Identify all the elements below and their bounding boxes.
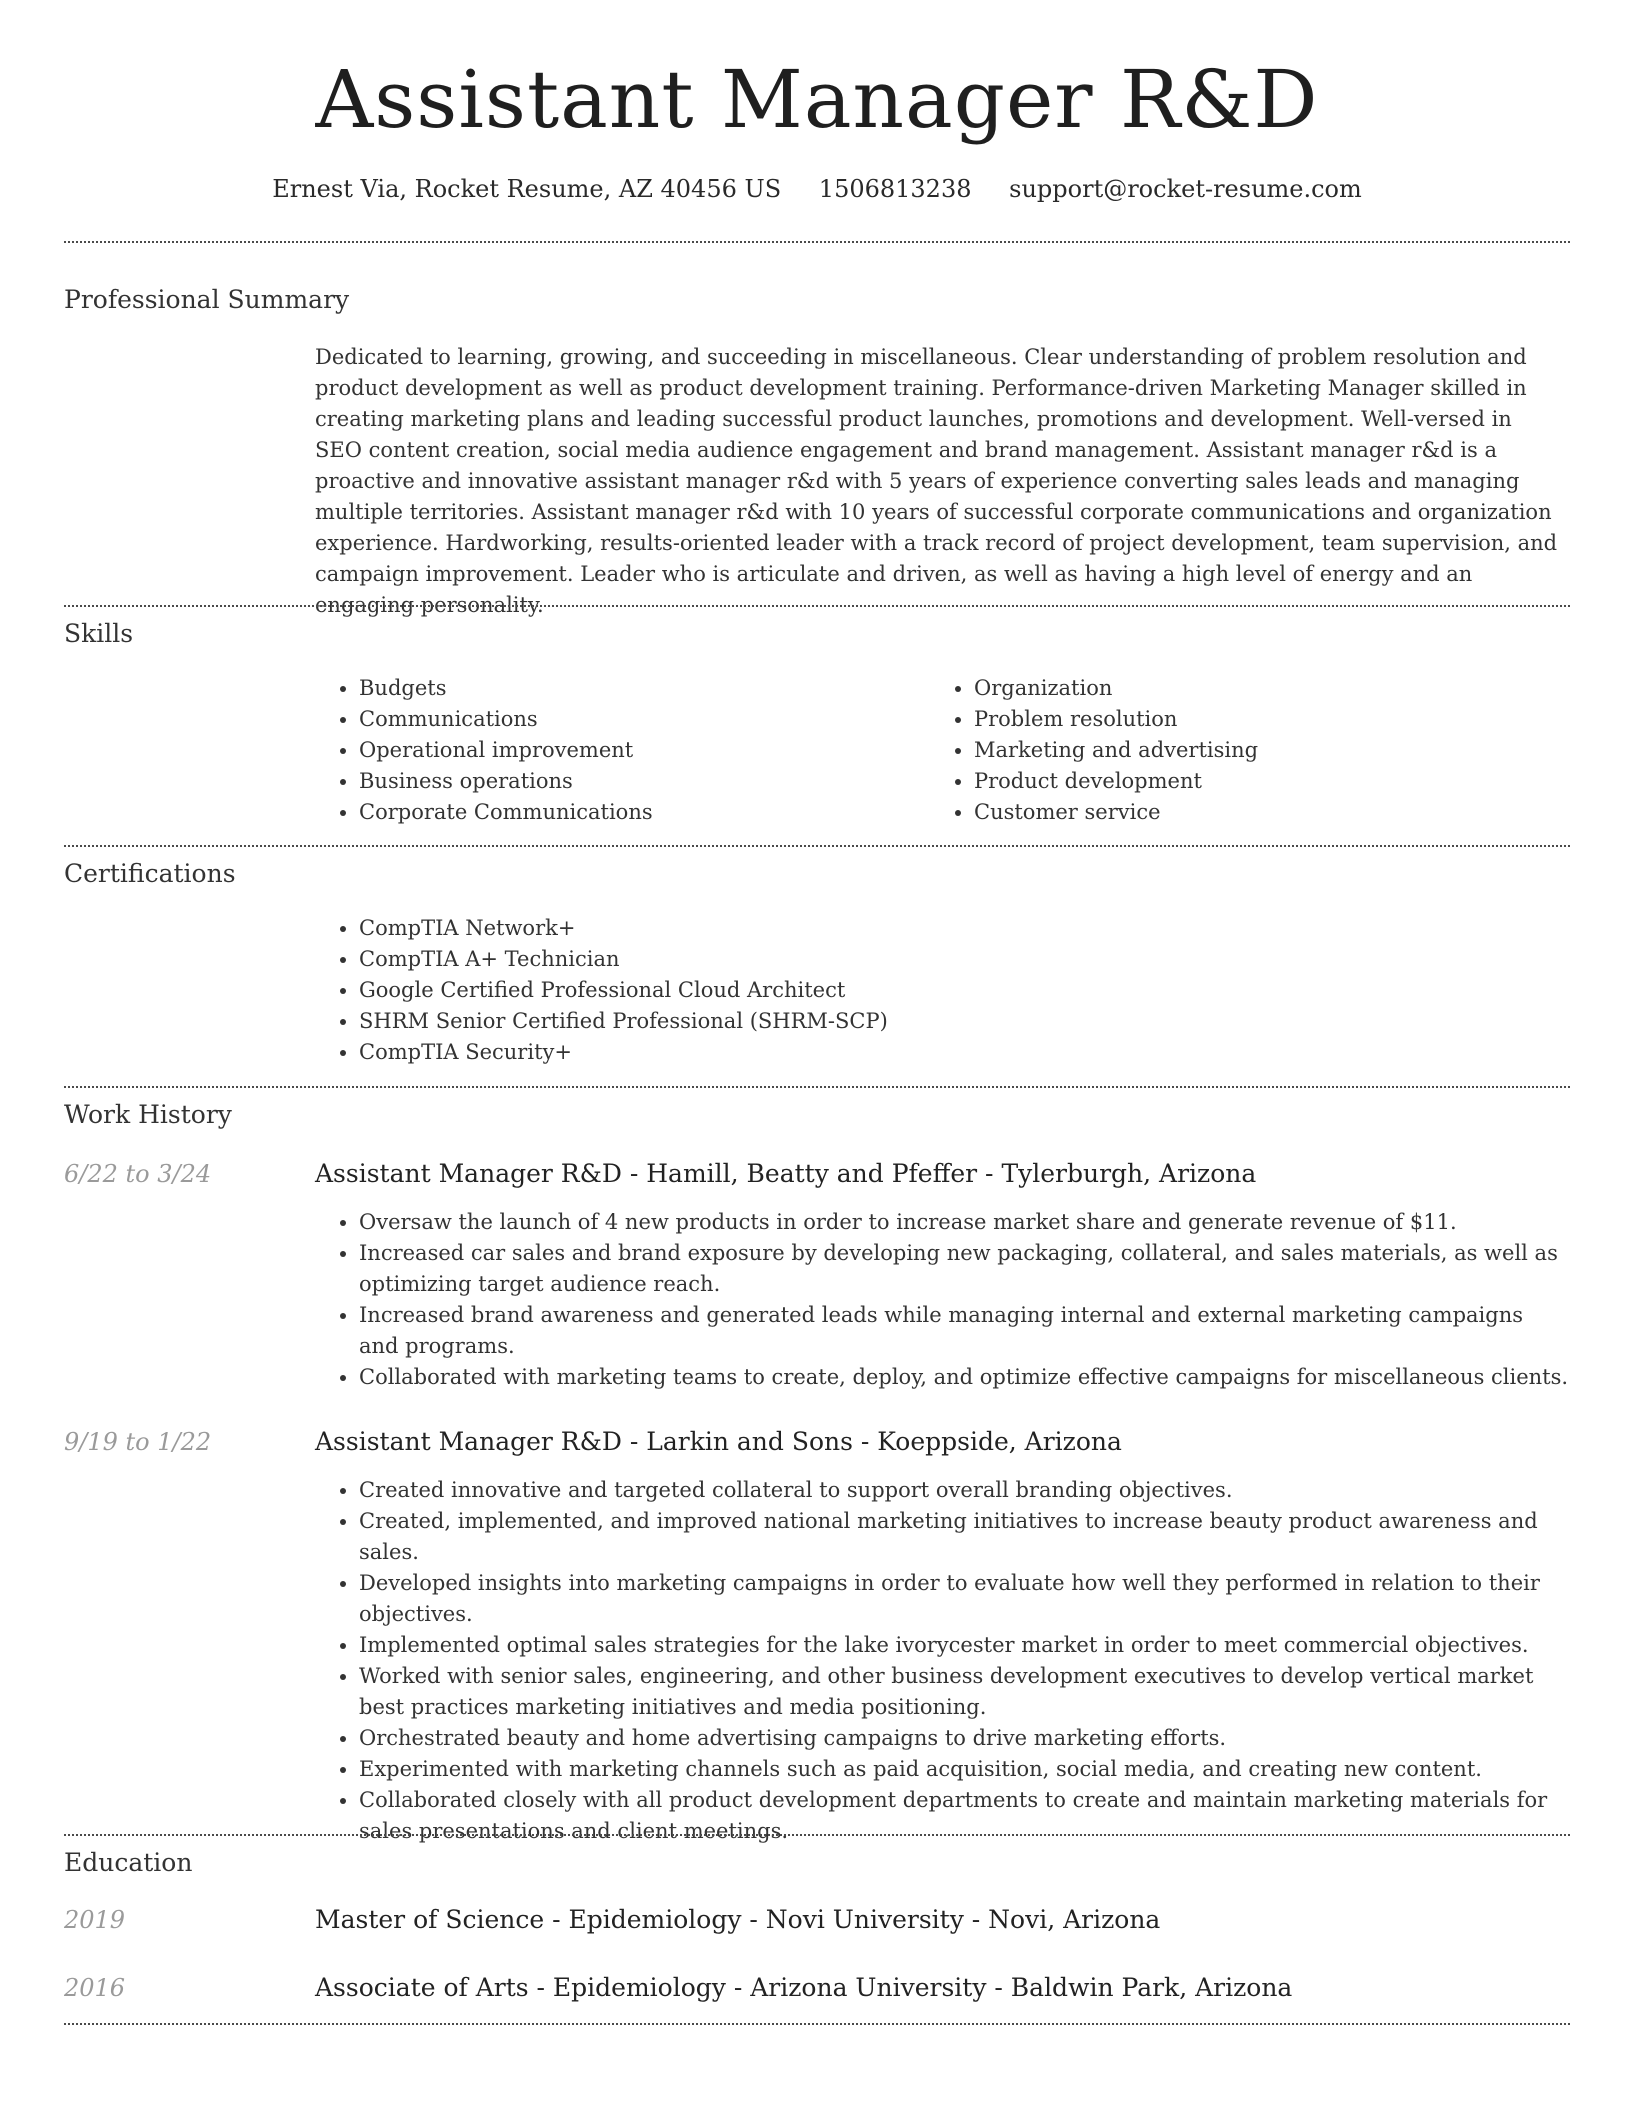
skill-item: • Communications bbox=[359, 704, 929, 735]
job-bullet: • Implemented optimal sales strategies for the lake ivorycester market in order to meet commercial objectives. bbox=[359, 1630, 1569, 1661]
job-bullets bbox=[315, 1207, 1569, 1393]
education-degree: Associate of Arts - Epidemiology - Arizona University - Baldwin Park, Arizona bbox=[315, 1973, 1293, 2002]
certifications-list bbox=[315, 913, 1559, 1068]
job-dates: 9/19 to 1/22 bbox=[64, 1428, 212, 1456]
job-title: Assistant Manager R&D - Hamill, Beatty and Pfeffer - Tylerburgh, Arizona bbox=[315, 1159, 1257, 1188]
job-bullet: • Collaborated with marketing teams to create, deploy, and optimize effective campaigns for miscellaneous clients. bbox=[359, 1362, 1569, 1393]
job-bullet: • Orchestrated beauty and home advertising campaigns to drive marketing efforts. bbox=[359, 1723, 1569, 1754]
section-title-skills: Skills bbox=[64, 619, 134, 648]
divider bbox=[64, 241, 1570, 243]
summary-text: Dedicated to learning, growing, and succeeding in miscellaneous. Clear understanding of problem resolution and product development as well as product development training. Performance-driven Marketing Manager skilled in creating marketing plans and leading successful product launches, promotions and development. Well-versed in SEO content creation, social media audience engagement and brand management. Assistant manager r&d is a proactive and innovative assistant manager r&d with 5 years of experience converting sales leads and managing multiple territories. Assistant manager r&d with 10 years of successful corporate communications and organization experience. Hardworking, results-oriented leader with a track record of project development, team supervision, and campaign improvement. Leader who is articulate and driven, as well as having a high level of energy and an engaging personality. bbox=[315, 345, 1558, 617]
certification-item: • CompTIA A+ Technician bbox=[359, 944, 1559, 975]
section-title-work-history: Work History bbox=[64, 1100, 232, 1129]
job-bullet: • Oversaw the launch of 4 new products in order to increase market share and generate revenue of $11. bbox=[359, 1207, 1569, 1238]
job-bullet: • Developed insights into marketing campaigns in order to evaluate how well they performed in relation to their objectives. bbox=[359, 1568, 1569, 1630]
job-bullet: • Experimented with marketing channels such as paid acquisition, social media, and creating new content. bbox=[359, 1754, 1569, 1785]
skill-item: • Corporate Communications bbox=[359, 797, 929, 828]
certification-item: • SHRM Senior Certified Professional (SHRM-SCP) bbox=[359, 1006, 1559, 1037]
education-year: 2019 bbox=[64, 1906, 126, 1934]
skill-item: • Organization bbox=[974, 673, 1574, 704]
skill-item: • Marketing and advertising bbox=[974, 735, 1574, 766]
certification-item: • CompTIA Security+ bbox=[359, 1037, 1559, 1068]
contact-email: support@rocket-resume.com bbox=[1009, 175, 1362, 203]
skill-item: • Operational improvement bbox=[359, 735, 929, 766]
certification-item: • CompTIA Network+ bbox=[359, 913, 1559, 944]
job-bullet: • Increased brand awareness and generated leads while managing internal and external marketing campaigns and programs. bbox=[359, 1300, 1569, 1362]
divider bbox=[64, 845, 1570, 847]
section-title-certifications: Certifications bbox=[64, 859, 236, 888]
section-title-education: Education bbox=[64, 1848, 193, 1877]
skills-list-right bbox=[930, 673, 1574, 828]
job-bullet: • Increased car sales and brand exposure by developing new packaging, collateral, and sales materials, as well as optimizing target audience reach. bbox=[359, 1238, 1569, 1300]
divider bbox=[64, 605, 1570, 607]
job-bullets bbox=[315, 1475, 1569, 1847]
divider bbox=[64, 1834, 1570, 1836]
education-year: 2016 bbox=[64, 1974, 126, 2002]
skill-item: • Customer service bbox=[974, 797, 1574, 828]
skill-item: • Budgets bbox=[359, 673, 929, 704]
resume-title: Assistant Manager R&D bbox=[315, 53, 1319, 146]
certification-item: • Google Certified Professional Cloud Architect bbox=[359, 975, 1559, 1006]
section-title-summary: Professional Summary bbox=[64, 285, 350, 314]
job-bullet: • Created, implemented, and improved national marketing initiatives to increase beauty product awareness and sales. bbox=[359, 1506, 1569, 1568]
job-dates: 6/22 to 3/24 bbox=[64, 1160, 212, 1188]
job-title: Assistant Manager R&D - Larkin and Sons - Koeppside, Arizona bbox=[315, 1427, 1122, 1456]
divider bbox=[64, 1086, 1570, 1088]
skills-list-left bbox=[315, 673, 929, 828]
job-bullet: • Worked with senior sales, engineering, and other business development executives to develop vertical market best practices marketing initiatives and media positioning. bbox=[359, 1661, 1569, 1723]
divider bbox=[64, 2023, 1570, 2025]
contact-address: Ernest Via, Rocket Resume, AZ 40456 US bbox=[272, 175, 782, 203]
skill-item: • Business operations bbox=[359, 766, 929, 797]
skill-item: • Product development bbox=[974, 766, 1574, 797]
contact-phone: 1506813238 bbox=[818, 175, 972, 203]
skill-item: • Problem resolution bbox=[974, 704, 1574, 735]
education-degree: Master of Science - Epidemiology - Novi University - Novi, Arizona bbox=[315, 1905, 1161, 1934]
job-bullet: • Collaborated closely with all product development departments to create and maintain marketing materials for sales presentations and client meetings. bbox=[359, 1785, 1569, 1847]
contact-line bbox=[64, 172, 1570, 206]
job-bullet: • Created innovative and targeted collateral to support overall branding objectives. bbox=[359, 1475, 1569, 1506]
